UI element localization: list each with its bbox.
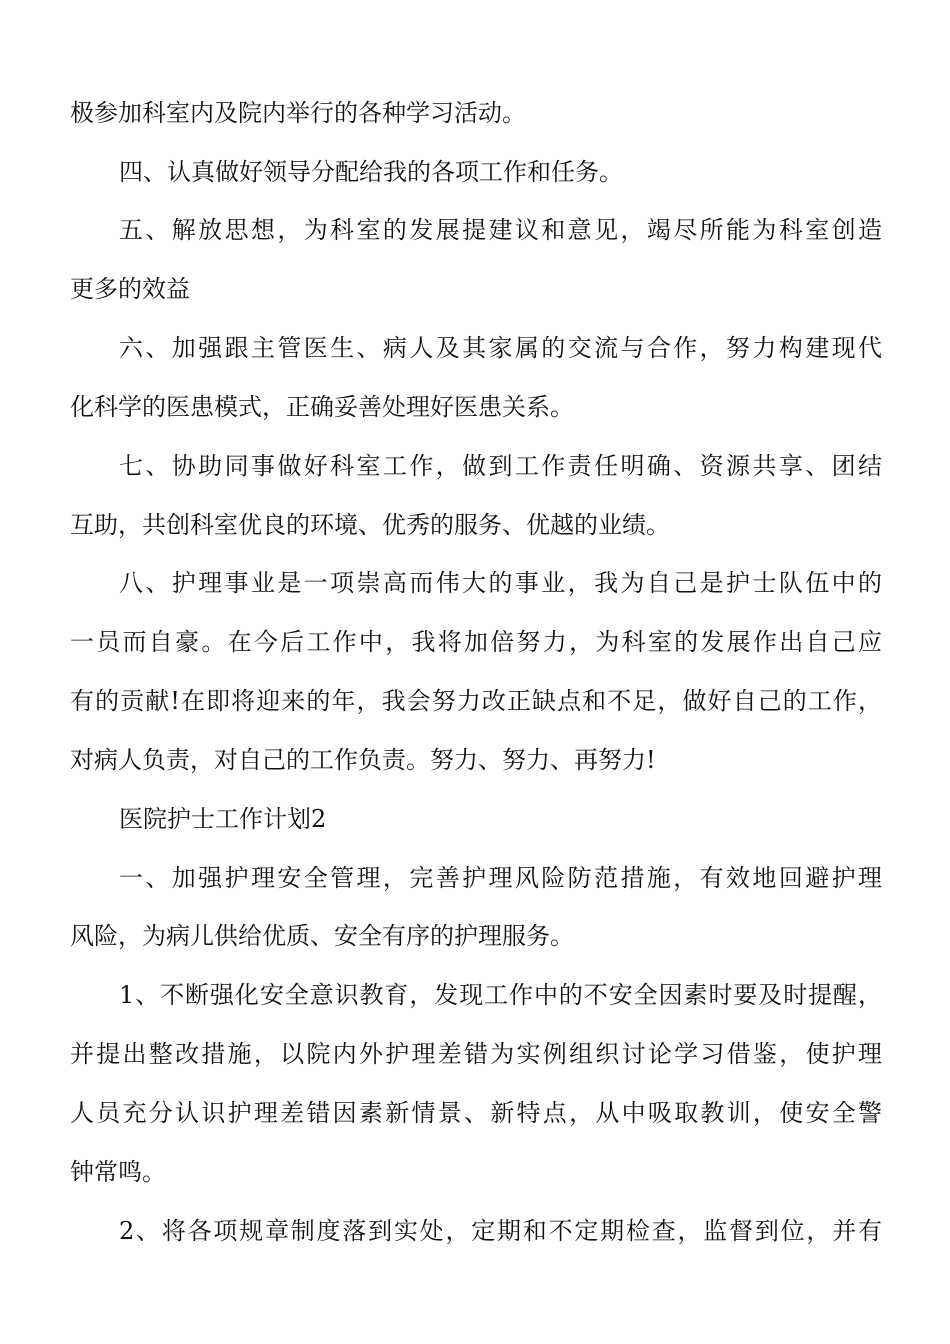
text-line: 七、协助同事做好科室工作，做到工作责任明确、资源共享、团结 — [119, 452, 882, 480]
text-line: 六、加强跟主管医生、病人及其家属的交流与合作，努力构建现代 — [119, 334, 882, 362]
text-line: 四、认真做好领导分配给我的各项工作和任务。 — [119, 158, 623, 186]
text-line: 2、将各项规章制度落到实处，定期和不定期检查，监督到位，并有 — [119, 1217, 882, 1245]
text-line: 对病人负责，对自己的工作负责。努力、努力、再努力! — [70, 746, 656, 774]
text-line: 并提出整改措施，以院内外护理差错为实例组织讨论学习借鉴，使护理 — [70, 1040, 882, 1068]
text-line: 人员充分认识护理差错因素新情景、新特点，从中吸取教训，使安全警 — [70, 1099, 882, 1127]
text-line: 五、解放思想，为科室的发展提建议和意见，竭尽所能为科室创造 — [119, 216, 882, 244]
text-line: 化科学的医患模式，正确妥善处理好医患关系。 — [70, 393, 574, 421]
text-line: 一、加强护理安全管理，完善护理风险防范措施，有效地回避护理 — [119, 864, 882, 892]
text-line: 极参加科室内及院内举行的各种学习活动。 — [70, 99, 526, 127]
text-line: 更多的效益 — [70, 275, 190, 303]
text-line: 1、不断强化安全意识教育，发现工作中的不安全因素时要及时提醒， — [119, 981, 882, 1009]
text-line: 八、护理事业是一项崇高而伟大的事业，我为自己是护士队伍中的 — [119, 569, 882, 597]
text-line: 一员而自豪。在今后工作中，我将加倍努力，为科室的发展作出自己应 — [70, 628, 882, 656]
text-line: 互助，共创科室优良的环境、优秀的服务、优越的业绩。 — [70, 511, 670, 539]
text-line: 钟常鸣。 — [70, 1158, 166, 1186]
text-line: 有的贡献!在即将迎来的年，我会努力改正缺点和不足，做好自己的工作， — [70, 687, 882, 715]
text-line: 风险，为病儿供给优质、安全有序的护理服务。 — [70, 922, 574, 950]
section-heading: 医院护士工作计划2 — [119, 805, 327, 833]
